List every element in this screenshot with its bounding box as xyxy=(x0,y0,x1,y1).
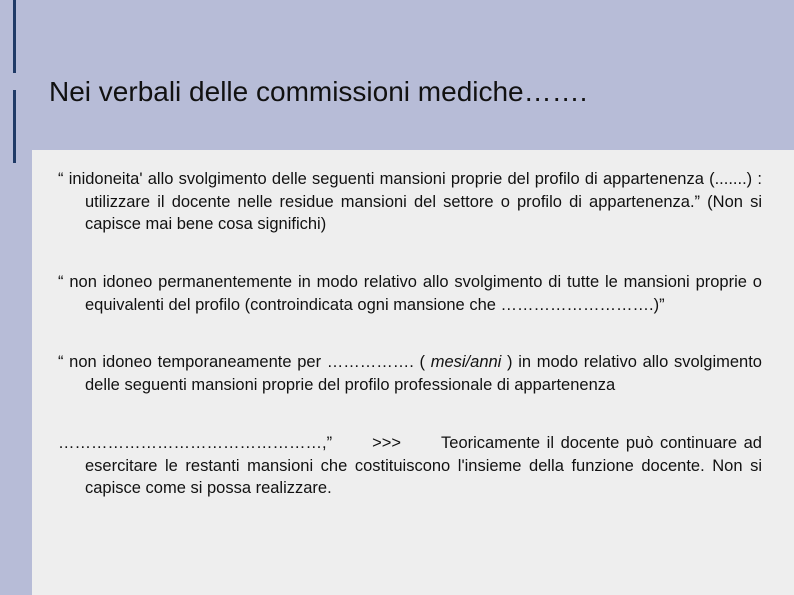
paragraph-1: “ inidoneita' allo svolgimento delle seguenti mansioni proprie del profilo di appartenenza (.......) : utilizzare il docente nelle residue mansioni del settore o profilo di appartenenza.” (Non si capisce mai bene cosa significhi) xyxy=(58,170,762,233)
paragraph-4 xyxy=(58,432,762,500)
accent-bar-middle xyxy=(13,90,16,163)
paragraph-4-dots: …………………………………………,” xyxy=(58,434,333,452)
content-panel xyxy=(32,150,794,595)
paragraph-3-emphasis: mesi/anni xyxy=(430,353,502,371)
paragraph-4-text: Teoricamente il docente può continuare ad esercitare le restanti mansioni che costituiscono l'insieme della funzione docente. Non si capisce come si possa realizzare. xyxy=(85,434,762,497)
paragraph-4-arrow: >>> xyxy=(372,434,402,452)
left-sidebar-strip xyxy=(0,0,20,595)
paragraph-3-end: ) in modo relativo allo svolgimento delle seguenti mansioni proprie del profilo professionale di appartenenza xyxy=(85,353,762,394)
paragraph-2: “ non idoneo permanentemente in modo relativo allo svolgimento di tutte le mansioni proprie o equivalenti del profilo (controindicata ogni mansione che ……………………….)” xyxy=(58,273,762,314)
accent-bar-top xyxy=(13,0,16,73)
paragraph-3 xyxy=(58,351,762,396)
paragraph-3-start: “ non idoneo temporaneamente per ……………. ( xyxy=(58,353,431,371)
slide-title: Nei verbali delle commissioni mediche……. xyxy=(49,76,588,107)
